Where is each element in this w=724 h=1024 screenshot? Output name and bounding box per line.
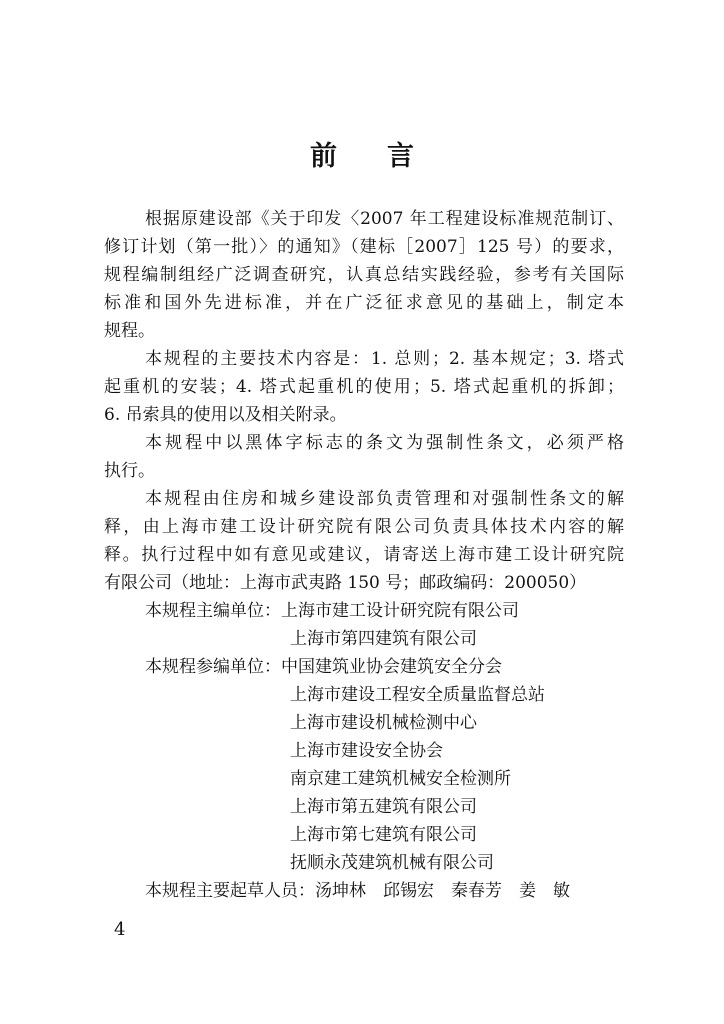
text-line: 规程。 <box>104 321 155 341</box>
page-title <box>0 134 724 173</box>
text-line: 本规程中以黑体字标志的条文为强制性条文，必须严格 <box>145 433 624 453</box>
text-line: 修订计划（第一批）〉的通知》（建标［2007］125 号）的要求， <box>104 237 624 257</box>
co-editor-line: 南京建工建筑机械安全检测所 <box>290 769 511 789</box>
text-line: 执行。 <box>104 461 155 481</box>
text-line: 根据原建设部《关于印发〈2007 年工程建设标准规范制订、 <box>145 209 624 229</box>
text-line: 释。执行过程中如有意见或建议，请寄送上海市建工设计研究院 <box>104 545 624 565</box>
title-char-2: 言 <box>387 141 414 172</box>
chief-editor-line: 本规程主编单位：上海市建工设计研究院有限公司 <box>145 601 519 621</box>
text-line: 规程编制组经广泛调查研究，认真总结实践经验，参考有关国际 <box>104 265 624 285</box>
text-line: 本规程由住房和城乡建设部负责管理和对强制性条文的解 <box>145 489 624 509</box>
drafters-line: 本规程主要起草人员：汤坤林 邱锡宏 秦春芳 姜 敏 <box>145 881 570 901</box>
co-editor-line: 上海市建设机械检测中心 <box>290 713 477 733</box>
co-editor-line: 上海市建设安全协会 <box>290 741 443 761</box>
text-line: 起重机的安装；4. 塔式起重机的使用；5. 塔式起重机的拆卸； <box>104 377 624 397</box>
co-editor-line: 上海市建设工程安全质量监督总站 <box>290 685 545 705</box>
text-line: 释，由上海市建工设计研究院有限公司负责具体技术内容的解 <box>104 517 624 537</box>
chief-editor-line: 上海市第四建筑有限公司 <box>290 629 477 649</box>
page-number: 4 <box>114 919 126 940</box>
co-editor-line: 上海市第五建筑有限公司 <box>290 797 477 817</box>
title-char-1: 前 <box>310 141 337 172</box>
co-editor-line: 抚顺永茂建筑机械有限公司 <box>290 853 494 873</box>
text-line: 有限公司（地址：上海市武夷路 150 号；邮政编码：200050） <box>104 573 587 593</box>
text-line: 标准和国外先进标准，并在广泛征求意见的基础上，制定本 <box>104 293 624 313</box>
co-editor-line: 上海市第七建筑有限公司 <box>290 825 477 845</box>
co-editor-line: 本规程参编单位：中国建筑业协会建筑安全分会 <box>145 657 502 677</box>
text-line: 6. 吊索具的使用以及相关附录。 <box>104 405 347 425</box>
text-line: 本规程的主要技术内容是：1. 总则；2. 基本规定；3. 塔式 <box>145 349 624 369</box>
